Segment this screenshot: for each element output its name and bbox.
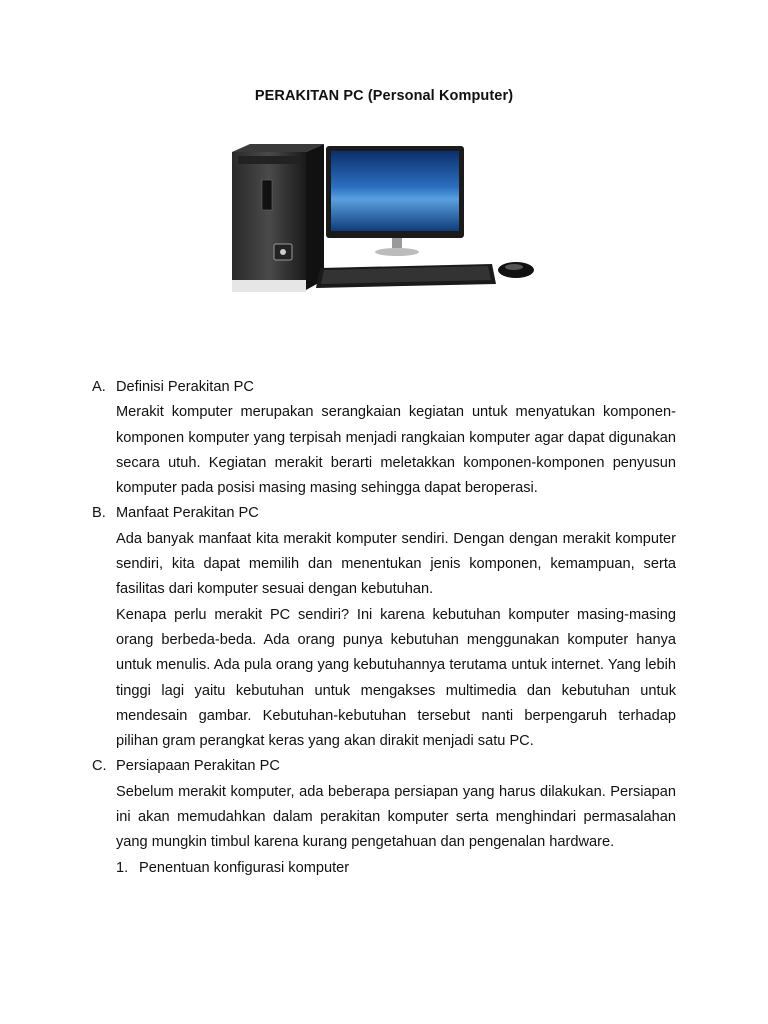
section-title: Manfaat Perakitan PC: [116, 505, 259, 522]
section-paragraph: Ada banyak manfaat kita merakit komputer sendiri. Dengan dengan merakit komputer sendiri, kita dapat memilih dan menentukan jenis komponen, kemampuan, serta fasilitas dari komputer sesuai dengan kebutuhan.: [116, 530, 676, 598]
section-title: Persiapaan Perakitan PC: [116, 758, 280, 775]
section-heading: [92, 754, 676, 779]
section-title: Definisi Perakitan PC: [116, 379, 254, 395]
list-item-text: Penentuan konfigurasi komputer: [139, 859, 350, 876]
section-c: [92, 754, 676, 880]
section-paragraph: Merakit komputer merupakan serangkaian kegiatan untuk menyatukan komponen-komponen komputer yang terpisah menjadi rangkaian komputer agar dapat digunakan secara utuh. Kegiatan merakit berarti meletakkan komponen-komponen penyusun komputer pada posisi masing masing sehingga dapat beroperasi.: [116, 404, 676, 497]
section-heading: [92, 501, 676, 526]
section-letter: B.: [92, 505, 106, 522]
section-heading: [92, 375, 676, 400]
mouse-icon: [498, 262, 534, 278]
monitor-icon: [326, 146, 464, 256]
section-letter: C.: [92, 758, 107, 775]
section-letter: A.: [92, 379, 106, 395]
desktop-pc-illustration: [228, 140, 540, 300]
document-title: PERAKITAN PC (Personal Komputer): [254, 88, 514, 104]
section-paragraph: Sebelum merakit komputer, ada beberapa persiapan yang harus dilakukan. Persiapan ini akan memudahkan dalam perakitan komputer serta menghindari permasalahan yang mungkin timbul karena kurang pengetahuan dan pengenalan hardware.: [116, 783, 676, 851]
section-paragraph: Kenapa perlu merakit PC sendiri? Ini karena kebutuhan komputer masing-masing orang berbeda-beda. Ada orang punya kebutuhan menggunakan komputer hanya untuk menulis. Ada pula orang yang kebutuhannya terutama untuk internet. Yang lebih tinggi lagi yaitu kebutuhan untuk mengakses multimedia dan kebutuhan untuk mendesain gambar. Kebutuhan-kebutuhan tersebut nanti berpengaruh terhadap pilihan gram perangkat keras yang akan dirakit menjadi satu PC.: [116, 606, 676, 750]
pc-tower-icon: [232, 144, 324, 292]
list-item: [92, 856, 676, 881]
section-b: [92, 501, 676, 754]
section-a: [92, 375, 676, 501]
list-item-number: 1.: [116, 859, 129, 876]
keyboard-icon: [316, 264, 496, 288]
document-body: [92, 375, 676, 881]
